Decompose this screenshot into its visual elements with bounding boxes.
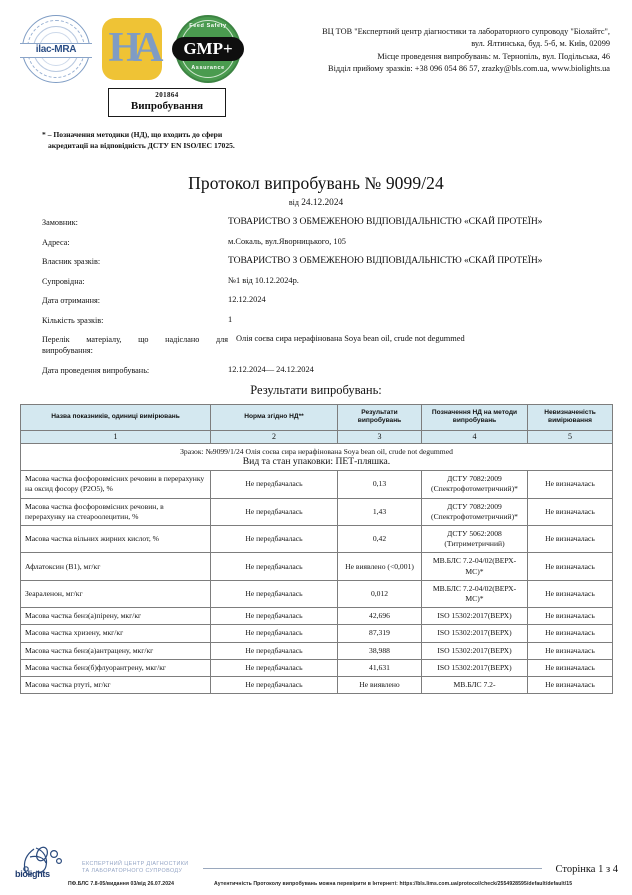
cell-result: Не виявлено (<0,001) (338, 553, 422, 580)
gmp-logo-label: GMP+ (183, 39, 233, 58)
meta-label-material-list-line2: випробування: (42, 346, 93, 355)
table-row (21, 677, 613, 694)
biolights-tagline-line-1: ЕКСПЕРТНИЙ ЦЕНТР ДІАГНОСТИКИ (82, 860, 189, 867)
meta-value-receipt-date: 12.12.2024 (228, 295, 266, 304)
document-meta-list (42, 216, 610, 376)
meta-value-address: м.Сокаль, вул.Яворницького, 105 (228, 236, 346, 246)
cell-result: 87,319 (338, 625, 422, 642)
cell-uncertainty: Не визначалась (528, 659, 613, 676)
certificate-word: Випробування (130, 100, 204, 112)
meta-row-receipt-date (42, 294, 610, 306)
meta-label-material-list (42, 333, 236, 356)
cell-uncertainty: Не визначалась (528, 608, 613, 625)
accreditation-note (42, 130, 322, 151)
col-number-3: 3 (338, 430, 422, 443)
meta-row-test-period (42, 364, 610, 376)
cell-indicator-name: Масова частка вільних жирних кислот, % (21, 526, 211, 553)
meta-label-sample-count: Кількість зразків: (42, 315, 104, 325)
org-line-4: Відділ прийому зразків: +38 096 054 86 57, zrazky@bls.com.ua, www.biolights.ua (328, 64, 610, 74)
cell-indicator-name: Масова частка хризену, мкг/кг (21, 625, 211, 642)
certificate-number-box (108, 88, 226, 117)
cell-norm: Не передбачалась (211, 526, 338, 553)
cell-uncertainty: Не визначалась (528, 580, 613, 607)
col-number-4: 4 (422, 430, 528, 443)
cell-norm: Не передбачалась (211, 498, 338, 525)
biolights-tagline-line-2: ТА ЛАБОРАТОРНОГО СУПРОВОДУ (82, 868, 183, 875)
meta-row-accompanying-doc (42, 275, 610, 287)
cell-method-nd: ISO 15302:2017(ВЕРХ) (422, 659, 528, 676)
cell-result: 42,696 (338, 608, 422, 625)
document-date-prefix: від (288, 198, 299, 207)
ilac-mra-logo-label: ilac-MRA (35, 44, 77, 55)
cell-indicator-name: Афлатоксин (В1), мг/кг (21, 553, 211, 580)
meta-value-test-period: 12.12.2024— 24.12.2024 (228, 364, 314, 374)
biolights-logo-icon (14, 845, 76, 879)
biolights-tagline (82, 861, 189, 879)
sample-description-line-1: Зразок: №9099/1/24 Олія соєва сира нерафінована Soya bean oil, crude not degummed (180, 446, 453, 456)
cell-indicator-name: Масова частка бенз(б)флуорантрену, мкг/кг (21, 659, 211, 676)
cell-norm: Не передбачалась (211, 553, 338, 580)
cell-result: 0,42 (338, 526, 422, 553)
cell-norm: Не передбачалась (211, 608, 338, 625)
organization-contact-block (282, 12, 612, 76)
org-line-1: ВЦ ТОВ "Експертний центр діагностики та лабораторного супроводу "Біолайтс", (322, 27, 610, 36)
results-heading: Результати випробувань: (250, 383, 382, 397)
results-table (20, 404, 613, 694)
col-number-5: 5 (528, 430, 613, 443)
cell-result: 0,012 (338, 580, 422, 607)
meta-row-customer (42, 216, 610, 228)
meta-value-material-list: Олія соєва сира нерафінована Soya bean oil, crude not degummed (236, 334, 465, 343)
meta-value-sample-count: 1 (228, 314, 233, 324)
col-number-1: 1 (21, 430, 211, 443)
cell-method-nd: МВ.БЛС 7.2-04/02(ВЕРХ-МС)* (422, 580, 528, 607)
logo-group (20, 12, 282, 117)
naau-logo-glyph: НА (108, 25, 156, 71)
table-row (21, 498, 613, 525)
meta-value-customer: ТОВАРИСТВО З ОБМЕЖЕНОЮ ВІДПОВІДАЛЬНІСТЮ «СКАЙ ПРОТЕЇН» (228, 216, 543, 227)
col-header-norm: Норма згідно НД** (211, 405, 338, 431)
gmp-bottom-arc-label: Assurance (191, 65, 225, 71)
cell-method-nd: МВ.БЛС 7.2-04/02(ВЕРХ-МС)* (422, 553, 528, 580)
document-header (20, 0, 612, 112)
cell-uncertainty: Не визначалась (528, 677, 613, 694)
cell-indicator-name: Масова частка ртуті, мг/кг (21, 677, 211, 694)
cell-method-nd: ДСТУ 7082:2009 (Спектрофотометричний)* (422, 498, 528, 525)
meta-label-address: Адреса: (42, 237, 70, 247)
table-row (21, 642, 613, 659)
col-header-result: Результати випробувань (338, 405, 422, 431)
gmp-plus-logo-icon (172, 15, 244, 83)
document-footer (0, 845, 632, 887)
cell-method-nd: МВ.БЛС 7.2- (422, 677, 528, 694)
table-row (21, 553, 613, 580)
cell-uncertainty: Не визначалась (528, 471, 613, 498)
cell-norm: Не передбачалась (211, 677, 338, 694)
page-number: Сторінка 1 з 4 (555, 864, 618, 875)
table-row (21, 580, 613, 607)
certificate-number: 201864 (155, 91, 179, 99)
sample-description-row (21, 443, 613, 470)
results-table-body (21, 443, 613, 693)
meta-value-sample-owner: ТОВАРИСТВО З ОБМЕЖЕНОЮ ВІДПОВІДАЛЬНІСТЮ «СКАЙ ПРОТЕЇН» (228, 255, 543, 266)
meta-label-customer: Замовник: (42, 218, 78, 227)
results-table-head (21, 405, 613, 444)
cell-result: 1,43 (338, 498, 422, 525)
table-row (21, 526, 613, 553)
sample-description-line-2: Вид та стан упаковки: ПЕТ-пляшка. (242, 456, 391, 468)
cell-method-nd: ISO 15302:2017(ВЕРХ) (422, 608, 528, 625)
meta-row-material-list (42, 333, 610, 356)
accreditation-note-line-2: акредитації на відповідність ДСТУ EN ISO/IEC 17025. (48, 140, 235, 150)
cell-norm: Не передбачалась (211, 659, 338, 676)
meta-label-material-list-line1: Перелік матеріалу, що надіслано для (42, 335, 228, 344)
cell-method-nd: ISO 15302:2017(ВЕРХ) (422, 642, 528, 659)
table-row (21, 659, 613, 676)
col-header-method-nd: Позначення НД на методи випробувань (422, 405, 528, 431)
meta-label-receipt-date: Дата отримання: (42, 296, 101, 305)
col-number-2: 2 (211, 430, 338, 443)
page-title: Протокол випробувань № 9099/24 (188, 173, 444, 193)
cell-method-nd: ДСТУ 7082:2009 (Спектрофотометричний)* (422, 471, 528, 498)
naau-accreditation-logo-icon (102, 18, 162, 80)
meta-row-sample-count (42, 314, 610, 326)
cell-uncertainty: Не визначалась (528, 553, 613, 580)
cell-norm: Не передбачалась (211, 580, 338, 607)
org-line-2: вул. Ялтинська, буд. 5-б, м. Київ, 02099 (471, 39, 610, 49)
org-line-3: Місце проведення випробувань: м. Тернопіль, вул. Подільська, 46 (377, 51, 610, 61)
cell-method-nd: ДСТУ 5062:2008 (Титриметричний) (422, 526, 528, 553)
meta-value-accompanying-doc: №1 від 10.12.2024р. (228, 275, 299, 285)
table-row (21, 625, 613, 642)
cell-method-nd: ISO 15302:2017(ВЕРХ) (422, 625, 528, 642)
table-row (21, 608, 613, 625)
cell-indicator-name: Масова частка фосфоровмісних речовин, в перерахунку на стеароолецитин, % (21, 498, 211, 525)
cell-uncertainty: Не визначалась (528, 642, 613, 659)
cell-uncertainty: Не визначалась (528, 625, 613, 642)
table-column-number-row (21, 430, 613, 443)
cell-indicator-name: Масова частка фосфоровмісних речовин в перерахунку на оксид фосору (Р2О5), % (21, 471, 211, 498)
ilac-mra-logo-icon (20, 13, 92, 85)
cell-norm: Не передбачалась (211, 625, 338, 642)
cell-result: 0,13 (338, 471, 422, 498)
meta-row-address (42, 236, 610, 248)
col-header-uncertainty: Невизначеність вимірювання (528, 405, 613, 431)
footer-divider (203, 868, 542, 869)
cell-result: Не виявлено (338, 677, 422, 694)
accreditation-note-line-1: * – Позначення методики (НД), що входить до сфери (42, 130, 223, 139)
table-header-row (21, 405, 613, 431)
col-header-indicator-name: Назва показників, одиниці вимірювань (21, 405, 211, 431)
biolights-wordmark: biolights (15, 869, 50, 879)
form-code: ПФ.БЛС 7.8-05/видання 03/від 26.07.2024 (68, 881, 175, 887)
meta-label-accompanying-doc: Супровідна: (42, 276, 85, 286)
sample-description-cell (21, 443, 613, 470)
cell-uncertainty: Не визначалась (528, 498, 613, 525)
cell-norm: Не передбачалась (211, 471, 338, 498)
document-date: 24.12.2024 (301, 198, 344, 208)
meta-label-sample-owner: Власник зразків: (42, 257, 101, 266)
meta-row-sample-owner (42, 255, 610, 267)
table-row (21, 471, 613, 498)
logo-row (20, 12, 282, 86)
footer-bottom-row (14, 881, 618, 887)
document-date-line (20, 198, 612, 208)
cell-norm: Не передбачалась (211, 642, 338, 659)
cell-indicator-name: Масова частка бенз(а)антрацену, мкг/кг (21, 642, 211, 659)
cell-indicator-name: Зеараленон, мг/кг (21, 580, 211, 607)
cell-result: 38,988 (338, 642, 422, 659)
gmp-top-arc-label: Feed Safety (189, 23, 227, 29)
footer-top-row (14, 845, 618, 879)
verification-text: Аутентичність Протоколу випробувань можна перевірити в Інтернеті: https://bls.lims.com.ua/protocol/check/2554928595/default/default/15 (214, 881, 573, 887)
cell-result: 41,631 (338, 659, 422, 676)
meta-label-test-period: Дата проведення випробувань: (42, 365, 150, 375)
cell-uncertainty: Не визначалась (528, 526, 613, 553)
cell-indicator-name: Масова частка бенз(а)пірену, мкг/кг (21, 608, 211, 625)
